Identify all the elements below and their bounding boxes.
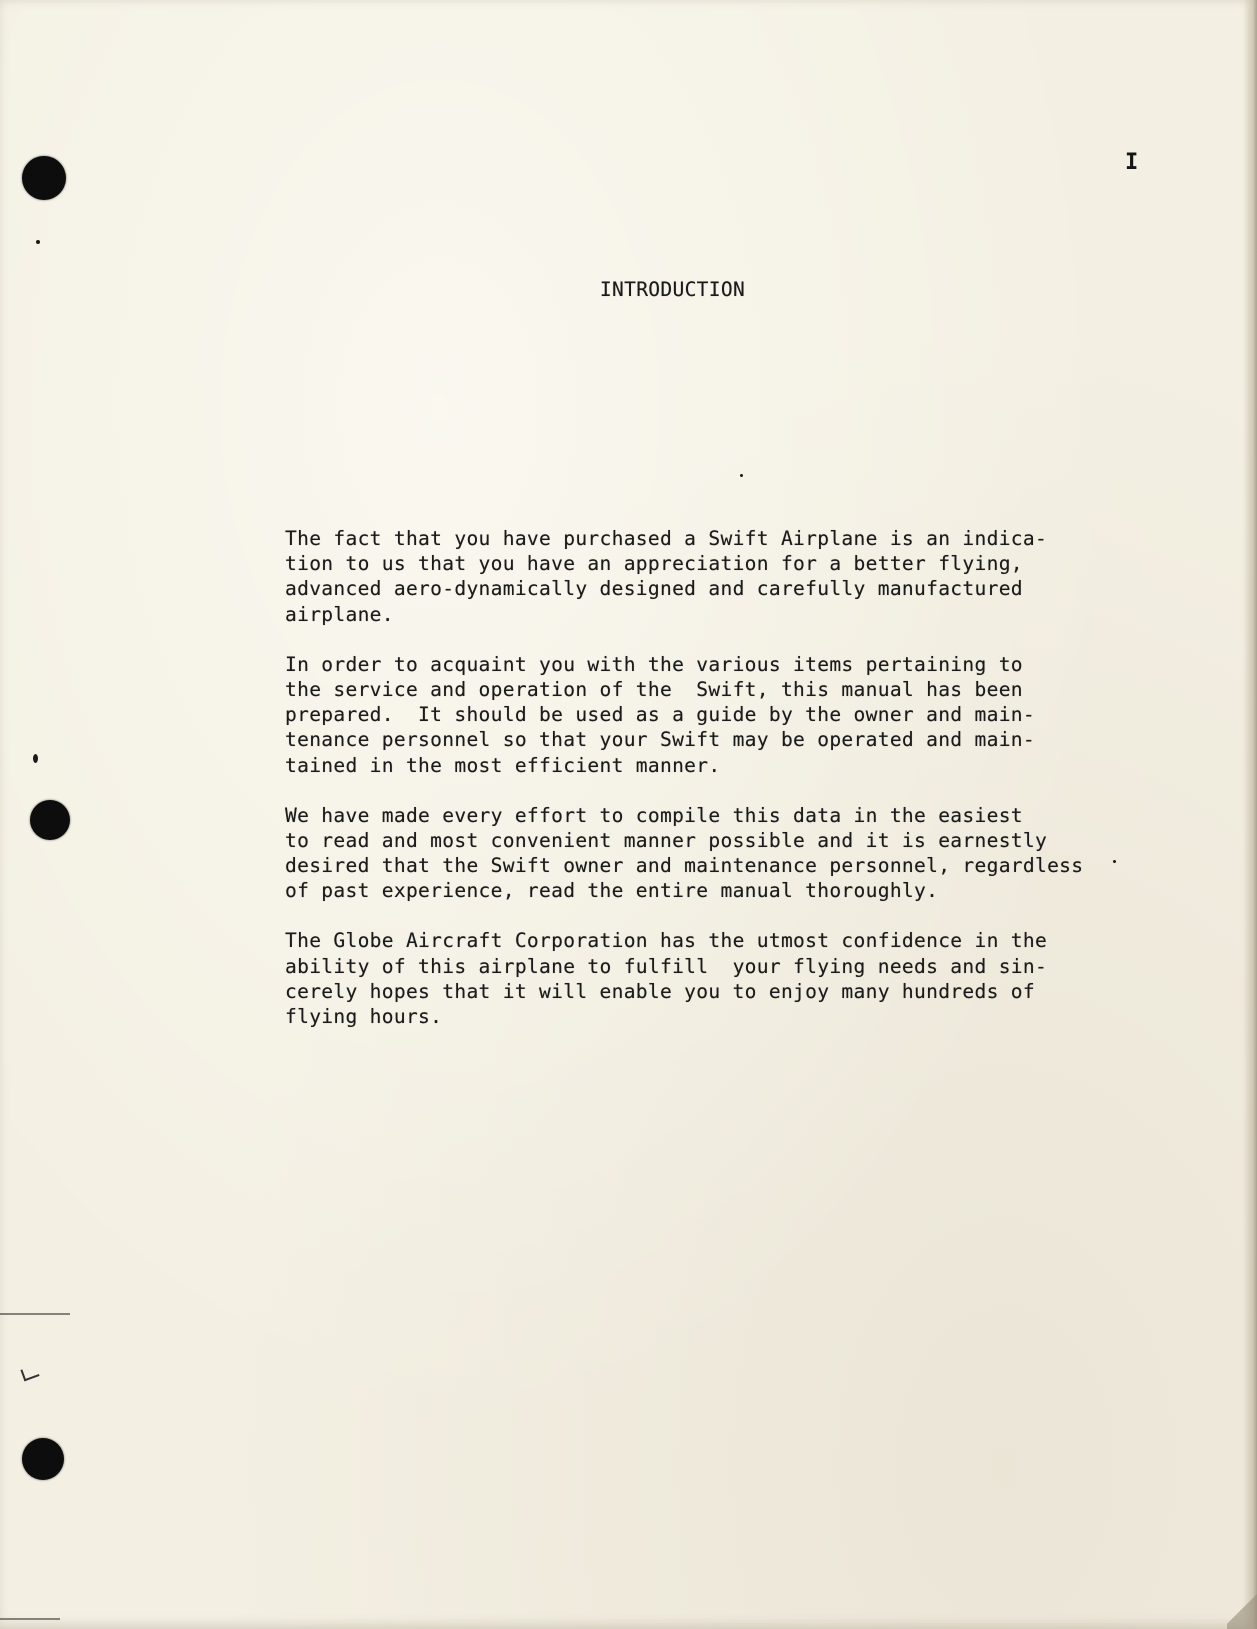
paper-speck: [36, 240, 40, 244]
text-line: of past experience, read the entire manual thoroughly.: [285, 879, 939, 903]
text-line: advanced aero-dynamically designed and carefully manufactured: [285, 577, 1023, 601]
paper-mark: [20, 1365, 39, 1382]
text-line: to read and most convenient manner possible and it is earnestly: [285, 828, 1048, 852]
text-line: flying hours.: [285, 1005, 443, 1028]
text-line: prepared. It should be used as a guide by the owner and main-: [285, 703, 1035, 727]
body-text: [285, 526, 1105, 1054]
text-line: tained in the most efficient manner.: [285, 753, 721, 777]
text-line: tion to us that you have an appreciation for a better flying,: [285, 552, 1023, 576]
binder-hole-top: [22, 156, 66, 200]
page-title: INTRODUCTION: [599, 278, 746, 301]
text-line: desired that the Swift owner and maintenance personnel, regardless: [285, 854, 1084, 878]
binder-hole-bottom: [22, 1438, 64, 1480]
text-line: cerely hopes that it will enable you to enjoy many hundreds of: [285, 979, 1035, 1003]
text-line: In order to acquaint you with the various items pertaining to: [285, 652, 1023, 676]
binder-hole-middle: [30, 800, 70, 840]
paragraph-4: [285, 928, 1105, 1029]
paper-speck: [33, 754, 38, 763]
text-line: airplane.: [285, 602, 394, 626]
text-line: The Globe Aircraft Corporation has the utmost confidence in the: [285, 929, 1048, 953]
paper-speck: [1113, 860, 1116, 863]
paragraph-3: [285, 803, 1105, 904]
page-corner-fold: [1227, 1589, 1257, 1629]
text-line: The fact that you have purchased a Swift Airplane is an indica-: [285, 527, 1048, 550]
text-line: tenance personnel so that your Swift may be operated and main-: [285, 728, 1035, 752]
paper-mark: [0, 1313, 70, 1315]
text-line: ability of this airplane to fulfill your flying needs and sin-: [285, 954, 1048, 978]
text-line: the service and operation of the Swift, this manual has been: [285, 677, 1023, 701]
paragraph-2: [285, 652, 1105, 778]
paragraph-1: [285, 526, 1105, 627]
page-edge-shadow: [1243, 0, 1257, 1629]
page-number: I: [1125, 150, 1139, 175]
paper-mark: [0, 1618, 60, 1620]
text-line: We have made every effort to compile this data in the easiest: [285, 803, 1023, 827]
paper-speck: [740, 474, 743, 477]
